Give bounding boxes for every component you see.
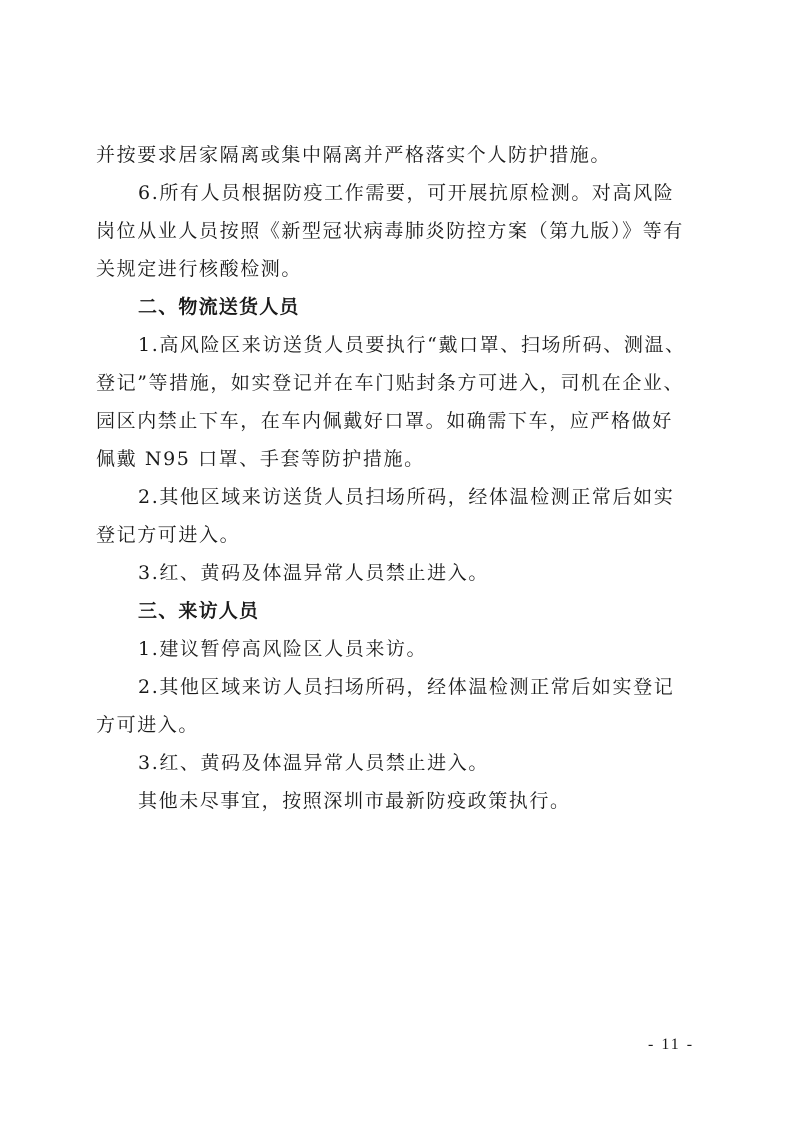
paragraph-line: 其他未尽事宜，按照深圳市最新防疫政策执行。 [138, 790, 571, 812]
paragraph-line: 并按要求居家隔离或集中隔离并严格落实个人防护措施。 [96, 144, 612, 166]
paragraph-line: 登记”等措施，如实登记并在车门贴封条方可进入，司机在企业、 [96, 372, 685, 394]
page-number: - 11 - [648, 1036, 695, 1053]
paragraph-line: 6.所有人员根据防疫工作需要，可开展抗原检测。对高风险 [138, 182, 675, 204]
paragraph-line: 3.红、黄码及体温异常人员禁止进入。 [138, 562, 489, 584]
paragraph-line: 1.高风险区来访送货人员要执行“戴口罩、扫场所码、测温、 [138, 334, 686, 356]
section-heading-logistics: 二、物流送货人员 [138, 296, 300, 318]
section-heading-visitors: 三、来访人员 [138, 600, 260, 622]
document-body [96, 136, 700, 820]
paragraph-line: 方可进入。 [96, 714, 200, 736]
paragraph-line: 2.其他区域来访人员扫场所码，经体温检测正常后如实登记 [138, 676, 675, 698]
paragraph-line: 佩戴 N95 口罩、手套等防护措施。 [96, 448, 425, 470]
paragraph-line: 关规定进行核酸检测。 [96, 258, 303, 280]
paragraph-line: 岗位从业人员按照《新型冠状病毒肺炎防控方案（第九版）》等有 [96, 220, 684, 242]
paragraph-line: 登记方可进入。 [96, 524, 241, 546]
paragraph-line: 2.其他区域来访送货人员扫场所码，经体温检测正常后如实 [138, 486, 675, 508]
paragraph-line: 1.建议暂停高风险区人员来访。 [138, 638, 428, 660]
paragraph-line: 园区内禁止下车，在车内佩戴好口罩。如确需下车，应严格做好 [96, 410, 673, 432]
paragraph-line: 3.红、黄码及体温异常人员禁止进入。 [138, 752, 489, 774]
